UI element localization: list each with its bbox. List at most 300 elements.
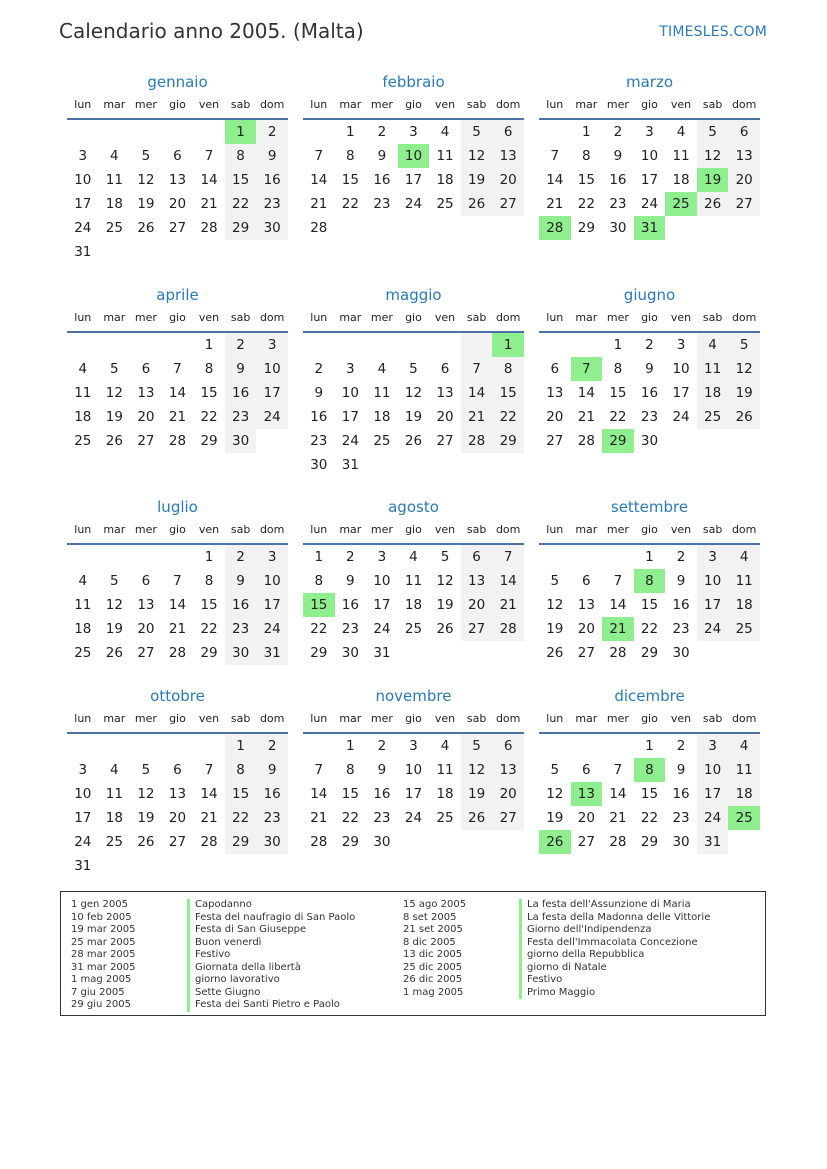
weekday-label: sab [702, 98, 723, 111]
empty-cell [366, 333, 398, 357]
empty-cell [571, 333, 603, 357]
day-cell: 12 [546, 597, 564, 613]
day-cell: 19 [546, 810, 564, 826]
day-cell: 11 [436, 762, 454, 778]
weekday-label: ven [434, 523, 456, 536]
week-row [539, 381, 760, 405]
day-cell: 19 [436, 597, 454, 613]
empty-cell [461, 333, 493, 357]
week-row [67, 569, 288, 593]
day-cell: 14 [310, 172, 328, 188]
day-cell: 17 [672, 385, 690, 401]
day-cell: 18 [728, 593, 760, 617]
day-cell: 26 [697, 192, 729, 216]
day-cell: 18 [728, 782, 760, 806]
day-cell: 13 [137, 385, 155, 401]
legend-holiday-name: Festa dei Santi Pietro e Paolo [187, 999, 355, 1012]
day-cell: 16 [225, 381, 257, 405]
month-ottobre [67, 684, 288, 878]
day-cell: 16 [373, 172, 391, 188]
day-cell: 18 [74, 621, 92, 637]
day-cell: 5 [110, 361, 119, 377]
day-cell: 14 [609, 597, 627, 613]
day-cell: 31 [373, 645, 391, 661]
site-link[interactable]: TIMESLES.COM [659, 24, 767, 40]
day-cell: 11 [74, 597, 92, 613]
day-cell: 28 [539, 216, 571, 240]
legend-names-right [519, 899, 710, 999]
day-cell: 6 [173, 148, 182, 164]
weekday-header [539, 94, 760, 120]
month-settembre [539, 495, 760, 665]
weekday-label: dom [259, 523, 285, 536]
day-cell: 11 [672, 148, 690, 164]
day-cell: 14 [168, 385, 187, 401]
day-cell: 16 [225, 593, 257, 617]
day-cell: 5 [697, 120, 729, 144]
day-cell: 11 [105, 786, 123, 802]
week-row [539, 216, 760, 240]
weekday-label: lun [310, 712, 328, 725]
weekday-label: gio [641, 311, 658, 324]
day-cell: 10 [74, 172, 92, 188]
weekday-label: mar [339, 98, 362, 111]
weekday-label: mer [606, 523, 629, 536]
weekday-label: ven [670, 523, 692, 536]
weekday-label: dom [495, 523, 521, 536]
day-cell: 28 [492, 617, 524, 641]
legend-holiday-name: Festa dell'Immacolata Concezione [519, 937, 710, 950]
day-cell: 22 [310, 621, 328, 637]
day-cell: 8 [204, 573, 214, 589]
day-cell: 4 [697, 333, 729, 357]
weekday-label: mer [370, 311, 393, 324]
day-cell: 25 [105, 834, 123, 850]
day-cell: 13 [492, 758, 524, 782]
day-cell: 10 [697, 569, 729, 593]
day-cell: 11 [404, 573, 423, 589]
empty-cell [697, 429, 729, 453]
legend-holiday-name: Festivo [187, 949, 355, 962]
day-cell: 19 [105, 621, 123, 637]
week-row [539, 333, 760, 357]
day-cell: 3 [78, 148, 88, 164]
day-cell: 17 [697, 593, 729, 617]
day-cell: 11 [697, 357, 729, 381]
day-cell: 31 [341, 457, 359, 473]
month-name: febbraio [382, 73, 445, 91]
weekday-label: gio [169, 523, 186, 536]
week-row [303, 357, 524, 381]
week-row [539, 192, 760, 216]
legend-holiday-name: Sette Giugno [187, 987, 355, 1000]
empty-cell [398, 216, 430, 240]
day-cell: 5 [550, 573, 560, 589]
empty-cell [602, 734, 634, 758]
legend-holiday-name: giorno lavorativo [187, 974, 355, 987]
empty-cell [193, 734, 225, 758]
day-cell: 2 [676, 738, 686, 754]
day-cell: 2 [346, 549, 355, 565]
day-cell: 25 [665, 192, 697, 216]
day-cell: 7 [492, 545, 524, 569]
weekday-label: gio [405, 523, 422, 536]
weekday-label: mar [103, 712, 126, 725]
weekday-label: mer [370, 523, 393, 536]
weekday-label: sab [702, 523, 723, 536]
week-row [303, 569, 524, 593]
month-name: giugno [623, 286, 676, 304]
weekday-header [303, 708, 524, 734]
day-cell: 27 [168, 834, 187, 850]
day-cell: 24 [404, 810, 423, 826]
day-cell: 16 [672, 597, 690, 613]
empty-cell [539, 545, 571, 569]
day-cell: 15 [341, 786, 359, 802]
day-cell: 28 [609, 834, 627, 850]
empty-cell [130, 240, 162, 264]
weekday-label: gio [169, 98, 186, 111]
weekday-label: mer [134, 712, 157, 725]
day-cell: 6 [492, 734, 524, 758]
day-cell: 13 [546, 385, 564, 401]
empty-cell [728, 830, 760, 854]
day-cell: 25 [697, 405, 729, 429]
empty-cell [728, 641, 760, 665]
day-cell: 15 [200, 385, 218, 401]
weekday-label: dom [731, 311, 757, 324]
weekday-label: mer [606, 712, 629, 725]
week-row [67, 734, 288, 758]
day-cell: 19 [404, 409, 423, 425]
week-row [67, 144, 288, 168]
day-cell: 12 [697, 144, 729, 168]
day-cell: 25 [728, 617, 760, 641]
empty-cell [99, 240, 131, 264]
empty-cell [303, 734, 335, 758]
day-cell: 4 [728, 734, 760, 758]
legend-holiday-name: Primo Maggio [519, 987, 710, 1000]
day-cell: 24 [341, 433, 359, 449]
day-cell: 25 [404, 621, 423, 637]
empty-cell [130, 854, 162, 878]
week-row [67, 854, 288, 878]
day-cell: 6 [440, 361, 450, 377]
day-cell: 24 [697, 617, 729, 641]
weekday-label: ven [198, 523, 220, 536]
weekday-header [539, 519, 760, 545]
day-cell: 24 [74, 834, 92, 850]
day-cell: 6 [582, 573, 591, 589]
day-cell: 28 [200, 834, 218, 850]
day-cell: 26 [539, 830, 571, 854]
day-cell: 18 [672, 172, 690, 188]
day-cell: 19 [461, 168, 493, 192]
week-row [539, 545, 760, 569]
day-cell: 27 [492, 806, 524, 830]
day-cell: 29 [310, 645, 328, 661]
day-cell: 11 [728, 758, 760, 782]
day-cell: 9 [377, 148, 387, 164]
weekday-label: mar [575, 98, 598, 111]
weekday-label: sab [466, 523, 487, 536]
day-cell: 10 [640, 148, 659, 164]
weekday-label: lun [546, 311, 564, 324]
day-cell: 2 [676, 549, 686, 565]
empty-cell [67, 333, 99, 357]
legend-date: 25 mar 2005 [71, 936, 136, 948]
legend-date: 10 feb 2005 [71, 911, 132, 923]
day-cell: 5 [550, 762, 560, 778]
day-cell: 30 [225, 641, 257, 665]
day-cell: 7 [173, 573, 182, 589]
weekday-label: gio [405, 311, 422, 324]
day-cell: 4 [110, 148, 119, 164]
month-marzo [539, 70, 760, 240]
day-cell: 10 [74, 786, 92, 802]
legend-date: 1 gen 2005 [71, 899, 129, 910]
weekday-header [539, 307, 760, 333]
week-row [67, 593, 288, 617]
weekday-label: ven [198, 712, 220, 725]
day-cell: 3 [78, 762, 88, 778]
day-cell: 18 [436, 786, 454, 802]
empty-cell [461, 830, 493, 854]
day-cell: 17 [697, 782, 729, 806]
day-cell: 27 [492, 192, 524, 216]
day-cell: 8 [346, 762, 355, 778]
day-cell: 1 [645, 738, 654, 754]
weekday-label: lun [546, 98, 564, 111]
day-cell: 29 [225, 216, 257, 240]
legend-date: 8 set 2005 [403, 911, 457, 923]
day-cell: 14 [609, 786, 627, 802]
empty-cell [398, 453, 430, 477]
day-cell: 25 [74, 433, 92, 449]
day-cell: 28 [577, 433, 595, 449]
day-cell: 28 [168, 645, 187, 661]
day-cell: 5 [141, 762, 151, 778]
day-cell: 8 [492, 357, 524, 381]
day-cell: 30 [672, 645, 690, 661]
day-cell: 4 [110, 762, 119, 778]
legend-holiday-name: Capodanno [187, 899, 355, 912]
day-cell: 19 [546, 621, 564, 637]
empty-cell [193, 240, 225, 264]
day-cell: 29 [602, 429, 634, 453]
empty-cell [665, 429, 697, 453]
day-cell: 12 [546, 786, 564, 802]
day-cell: 10 [672, 361, 690, 377]
month-novembre [303, 684, 524, 854]
weekday-label: lun [74, 523, 92, 536]
day-cell: 24 [256, 617, 288, 641]
day-cell: 14 [492, 569, 524, 593]
weekday-label: sab [702, 311, 723, 324]
day-cell: 27 [728, 192, 760, 216]
day-cell: 15 [640, 786, 659, 802]
weekday-label: ven [434, 98, 456, 111]
legend-holiday-name: giorno di Natale [519, 962, 710, 975]
weekday-label: dom [259, 311, 285, 324]
day-cell: 23 [341, 621, 359, 637]
day-cell: 21 [492, 593, 524, 617]
day-cell: 20 [577, 621, 595, 637]
day-cell: 21 [546, 196, 564, 212]
weekday-label: sab [230, 311, 251, 324]
weekday-header [303, 307, 524, 333]
day-cell: 13 [728, 144, 760, 168]
empty-cell [461, 453, 493, 477]
day-cell: 23 [225, 617, 257, 641]
day-cell: 15 [609, 385, 627, 401]
month-febbraio [303, 70, 524, 240]
day-cell: 11 [728, 569, 760, 593]
weekday-label: gio [405, 712, 422, 725]
day-cell: 14 [577, 385, 595, 401]
legend-names-left [187, 899, 355, 1012]
week-row [67, 120, 288, 144]
day-cell: 18 [697, 381, 729, 405]
week-row [67, 806, 288, 830]
empty-cell [539, 120, 571, 144]
day-cell: 23 [225, 405, 257, 429]
empty-cell [303, 333, 335, 357]
day-cell: 4 [728, 545, 760, 569]
week-row [67, 357, 288, 381]
empty-cell [193, 120, 225, 144]
weekday-label: lun [546, 523, 564, 536]
day-cell: 21 [577, 409, 595, 425]
day-cell: 21 [200, 196, 218, 212]
day-cell: 14 [310, 786, 328, 802]
week-row [67, 641, 288, 665]
month-agosto [303, 495, 524, 665]
week-row [539, 830, 760, 854]
legend-date: 13 dic 2005 [403, 949, 463, 960]
day-cell: 28 [609, 645, 627, 661]
holiday-legend [60, 891, 766, 1016]
weekday-header [67, 94, 288, 120]
day-cell: 7 [613, 762, 623, 778]
week-row [303, 216, 524, 240]
day-cell: 13 [168, 786, 187, 802]
week-row [539, 617, 760, 641]
week-row [67, 405, 288, 429]
weekday-label: lun [310, 98, 328, 111]
legend-holiday-name: Festivo [519, 974, 710, 987]
day-cell: 12 [404, 385, 423, 401]
day-cell: 21 [200, 810, 218, 826]
week-row [539, 429, 760, 453]
month-gennaio [67, 70, 288, 264]
weekday-label: mar [103, 311, 126, 324]
weekday-label: mar [339, 523, 362, 536]
legend-holiday-name: Giornata della libertà [187, 962, 355, 975]
day-cell: 8 [634, 758, 666, 782]
day-cell: 14 [200, 172, 218, 188]
day-cell: 30 [672, 834, 690, 850]
day-cell: 3 [256, 545, 288, 569]
day-cell: 6 [550, 361, 560, 377]
day-cell: 25 [105, 220, 123, 236]
empty-cell [697, 216, 729, 240]
week-row [67, 192, 288, 216]
day-cell: 6 [141, 573, 151, 589]
empty-cell [429, 453, 461, 477]
day-cell: 25 [436, 196, 454, 212]
day-cell: 11 [436, 148, 454, 164]
day-cell: 13 [492, 144, 524, 168]
empty-cell [225, 854, 257, 878]
day-cell: 17 [404, 172, 423, 188]
day-cell: 8 [225, 144, 257, 168]
day-cell: 22 [341, 196, 359, 212]
empty-cell [67, 734, 99, 758]
day-cell: 13 [436, 385, 454, 401]
empty-cell [429, 333, 461, 357]
day-cell: 15 [577, 172, 595, 188]
legend-dates-right [403, 899, 466, 999]
legend-date: 1 mag 2005 [71, 974, 132, 985]
day-cell: 5 [461, 734, 493, 758]
weekday-label: sab [466, 311, 487, 324]
day-cell: 25 [436, 810, 454, 826]
day-cell: 29 [492, 429, 524, 453]
day-cell: 16 [373, 786, 391, 802]
day-cell: 8 [582, 148, 591, 164]
week-row [303, 830, 524, 854]
empty-cell [366, 216, 398, 240]
legend-holiday-name: La festa della Madonna delle Vittorie [519, 912, 710, 925]
empty-cell [602, 545, 634, 569]
day-cell: 9 [645, 361, 654, 377]
weekday-label: mar [575, 523, 598, 536]
day-cell: 24 [373, 621, 391, 637]
day-cell: 2 [613, 124, 623, 140]
empty-cell [492, 453, 524, 477]
legend-date: 1 mag 2005 [403, 986, 464, 998]
day-cell: 15 [225, 782, 257, 806]
day-cell: 5 [461, 120, 493, 144]
day-cell: 28 [310, 220, 328, 236]
month-name: agosto [388, 498, 439, 516]
weekday-header [67, 519, 288, 545]
legend-holiday-name: giorno della Repubblica [519, 949, 710, 962]
day-cell: 30 [609, 220, 627, 236]
day-cell: 24 [74, 220, 92, 236]
week-row [539, 758, 760, 782]
day-cell: 7 [204, 148, 214, 164]
day-cell: 23 [373, 196, 391, 212]
day-cell: 27 [577, 834, 595, 850]
legend-date: 31 mar 2005 [71, 961, 136, 973]
day-cell: 17 [404, 786, 423, 802]
empty-cell [130, 333, 162, 357]
month-aprile [67, 283, 288, 453]
day-cell: 22 [225, 806, 257, 830]
week-row [303, 641, 524, 665]
day-cell: 25 [74, 645, 92, 661]
day-cell: 20 [168, 810, 187, 826]
day-cell: 20 [546, 409, 564, 425]
legend-date: 19 mar 2005 [71, 924, 136, 935]
day-cell: 8 [225, 758, 257, 782]
day-cell: 19 [137, 196, 155, 212]
week-row [303, 333, 524, 357]
day-cell: 4 [409, 549, 418, 565]
weekday-label: mar [339, 712, 362, 725]
